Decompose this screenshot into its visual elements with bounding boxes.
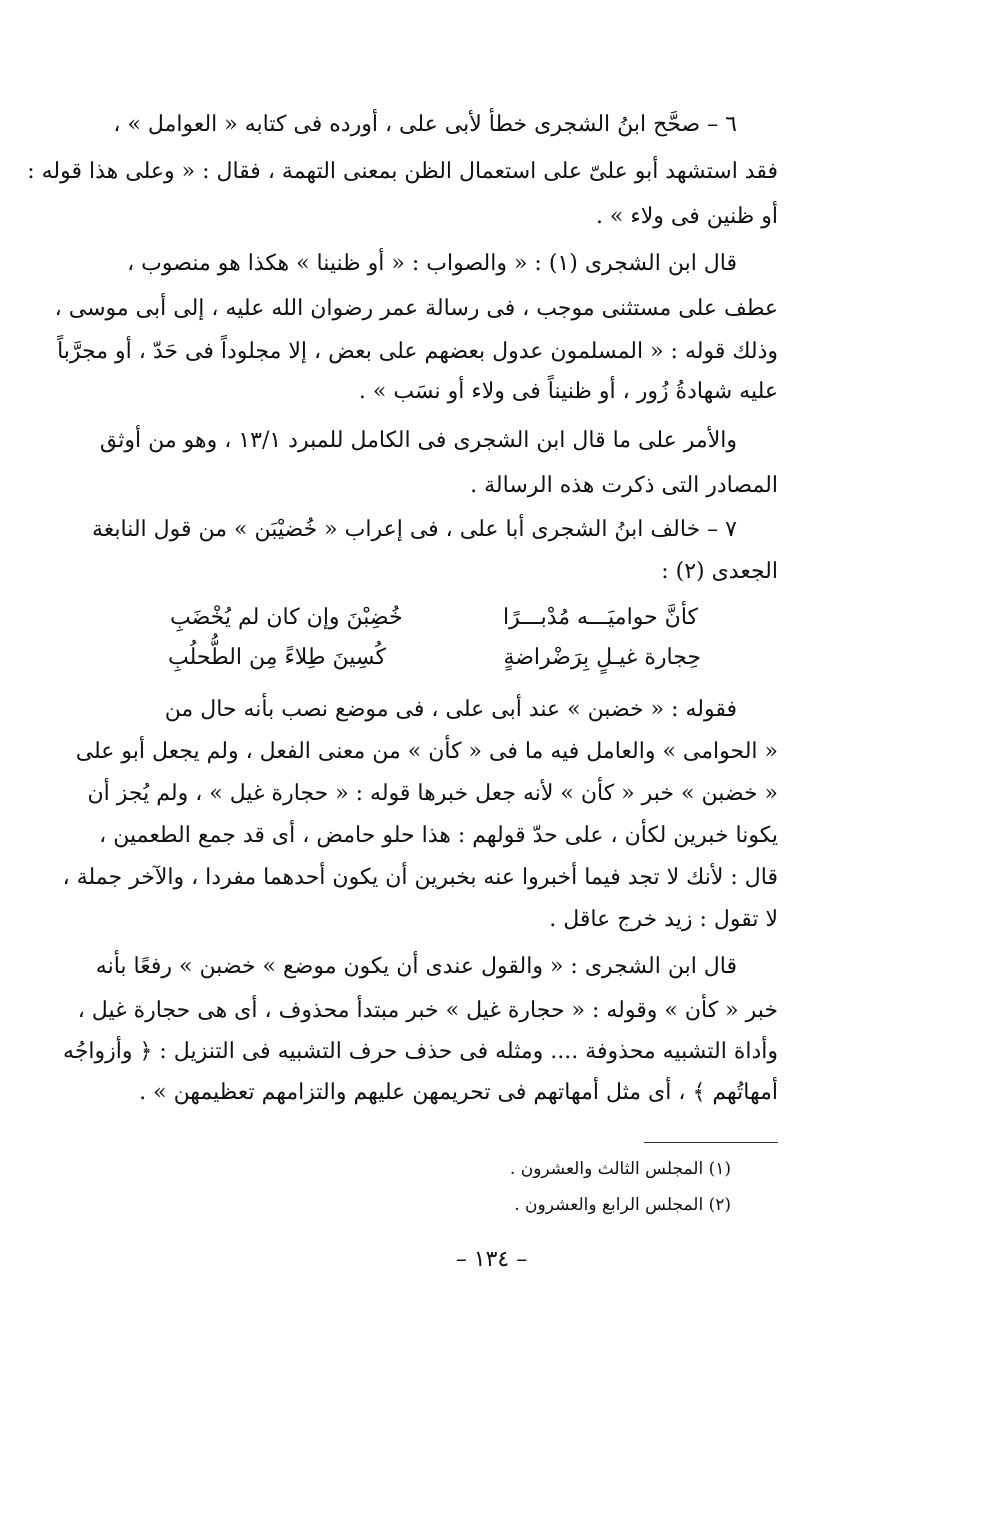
verse-second-hemistich: كُسِينَ طِلاءً مِن الطُّحلُبِ bbox=[168, 645, 386, 670]
text-line: والأمر على ما قال ابن الشجرى فى الكامل للمبرد ١٣/١ ، وهو من أوثق bbox=[99, 428, 737, 453]
text-line: عطف على مستثنى موجب ، فى رسالة عمر رضوان الله عليه ، إلى أبى موسى ، bbox=[54, 296, 778, 321]
text-line: ٧ – خالف ابنُ الشجرى أبا على ، فى إعراب « خُضيْبَن » من قول النابغة bbox=[91, 517, 737, 542]
footnote: (٢) المجلس الرابع والعشرون . bbox=[514, 1195, 731, 1215]
text-line: عليه شهادةُ زُور ، أو ظنيناً فى ولاء أو نسَب » . bbox=[358, 379, 778, 404]
page-number: – ١٣٤ – bbox=[455, 1247, 528, 1272]
text-line: « خضبن » خبر « كأن » لأنه جعل خبرها قوله : « حجارة غيل » ، ولم يُجز أن bbox=[87, 781, 778, 806]
verse-first-hemistich: حِجارة غيـلٍ بِرَضْراضةٍ bbox=[503, 645, 701, 670]
verse-first-hemistich: كأنَّ حواميَـــه مُدْبـــرًا bbox=[503, 605, 698, 630]
footnote-separator bbox=[644, 1142, 778, 1143]
text-line: الجعدى (٢) : bbox=[661, 559, 778, 584]
text-line: قال : لأنك لا تجد فيما أخبروا عنه بخبرين أن يكون أحدهما مفردا ، والآخر جملة ، bbox=[62, 865, 778, 890]
text-line: وذلك قوله : « المسلمون عدول بعضهم على بعض ، إلا مجلوداً فى حَدّ ، أو مجرَّباً bbox=[57, 339, 778, 364]
text-line: أو ظنين فى ولاء » . bbox=[595, 204, 778, 229]
footnote: (١) المجلس الثالث والعشرون . bbox=[509, 1159, 731, 1179]
text-line: وأداة التشبيه محذوفة .... ومثله فى حذف حرف التشبيه فى التنزيل : ﴿ وأزواجُه bbox=[63, 1039, 778, 1064]
text-line: قال ابن الشجرى (١) : « والصواب : « أو ظنينا » هكذا هو منصوب ، bbox=[127, 251, 737, 276]
verse-second-hemistich: خُضِبْنَ وإن كان لم يُخْضَبِ bbox=[170, 605, 403, 630]
text-line: المصادر التى ذكرت هذه الرسالة . bbox=[470, 473, 778, 498]
text-line: « الحوامى » والعامل فيه ما فى « كأن » من معنى الفعل ، ولم يجعل أبو على bbox=[75, 739, 778, 764]
text-line: فقد استشهد أبو علىّ على استعمال الظن بمعنى التهمة ، فقال : « وعلى هذا قوله : bbox=[27, 159, 778, 184]
text-line: يكونا خبرين لكأن ، على حدّ قولهم : هذا حلو حامض ، أى قد جمع الطعمين ، bbox=[99, 823, 778, 848]
text-line: قال ابن الشجرى : « والقول عندى أن يكون موضع » خضبن » رفعًا بأنه bbox=[95, 954, 737, 979]
text-line: أمهاتُهم ﴾ ، أى مثل أمهاتهم فى تحريمهن عليهم والتزامهم تعظيمهن » . bbox=[139, 1080, 778, 1105]
text-line: خبر « كأن » وقوله : « حجارة غيل » خبر مبتدأ محذوف ، أى هى حجارة غيل ، bbox=[77, 998, 778, 1023]
text-line: فقوله : « خضبن » عند أبى على ، فى موضع نصب بأنه حال من bbox=[164, 697, 737, 722]
text-line: ٦ – صحَّح ابنُ الشجرى خطأ لأبى على ، أورده فى كتابه « العوامل » ، bbox=[113, 112, 737, 137]
text-line: لا تقول : زيد خرج عاقل . bbox=[549, 907, 778, 932]
